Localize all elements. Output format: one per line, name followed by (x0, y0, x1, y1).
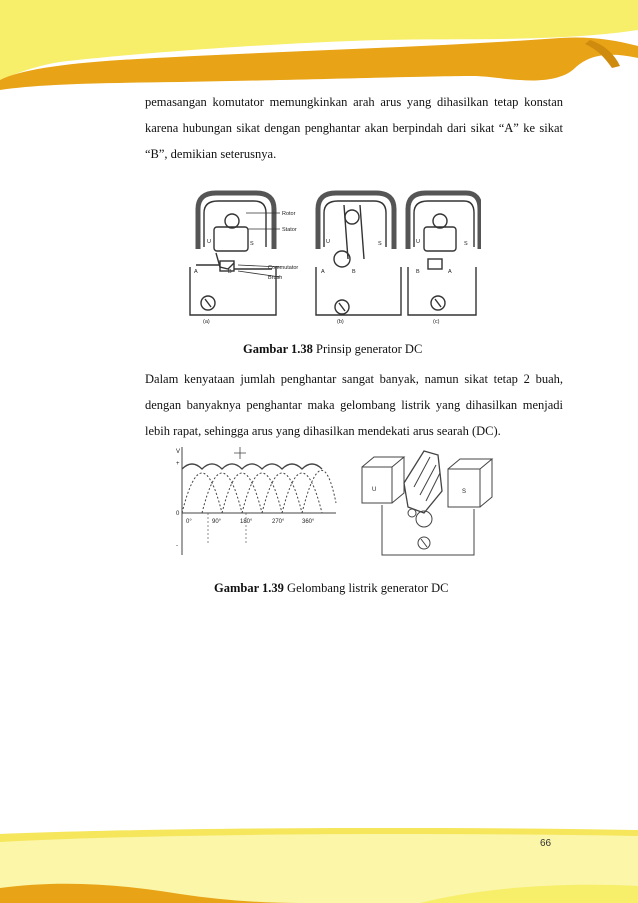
label-minus: - (176, 543, 178, 549)
label-commutator: Commutator (268, 265, 299, 271)
label-pole-u: U (372, 487, 377, 493)
tick-180: 180° (240, 519, 253, 525)
figure-1-39-caption (214, 581, 448, 596)
label-stator: Stator (282, 227, 297, 233)
tick-90: 90° (212, 519, 222, 525)
label-s-a: S (250, 241, 254, 247)
label-sub-a: (a) (203, 319, 210, 325)
caption-text: Gelombang listrik generator DC (287, 581, 449, 595)
label-brush-c-b: B (416, 269, 420, 275)
label-v: V (176, 449, 181, 455)
label-brush-b: B (228, 269, 232, 275)
label-brush: Brush (268, 275, 283, 281)
label-u-a: U (207, 239, 211, 245)
page-number: 66 (540, 838, 552, 849)
label-u-c: U (416, 239, 420, 245)
figure-1-38-caption (243, 342, 422, 357)
paragraph-commutator: pemasangan komutator memungkinkan arah arus yang dihasilkan tetap konstan karena hubungan sikat dengan penghantar akan berpindah dari sikat “A” ke sikat “B”, demikian seterusnya. (145, 95, 563, 161)
label-brush-b-a: A (321, 269, 325, 275)
tick-0: 0° (186, 519, 192, 525)
label-zero: 0 (176, 511, 180, 517)
tick-360: 360° (302, 519, 315, 525)
label-sub-b: (b) (337, 319, 344, 325)
caption-label: Gambar 1.39 (214, 581, 284, 595)
caption-label: Gambar 1.38 (243, 342, 313, 356)
label-rotor: Rotor (282, 211, 296, 217)
label-brush-b-b: B (352, 269, 356, 275)
label-s-c: S (464, 241, 468, 247)
caption-text: Prinsip generator DC (316, 342, 423, 356)
label-u-b: U (326, 239, 330, 245)
label-pole-s: S (462, 489, 467, 495)
paragraph-conductors: Dalam kenyataan jumlah penghantar sangat banyak, namun sikat tetap 2 buah, dengan banyaknya penghantar maka gelombang listrik yang dihasilkan menjadi lebih rapat, sehingga arus yang dihasilkan mendekati arus searah (DC). (145, 372, 563, 438)
label-brush-a: A (194, 269, 198, 275)
label-sub-c: (c) (433, 319, 440, 325)
tick-270: 270° (272, 519, 285, 525)
label-brush-c-a: A (448, 269, 452, 275)
label-plus: + (176, 461, 180, 467)
figure-dc-generator-waveform (168, 443, 508, 563)
header-decoration (0, 0, 638, 90)
label-s-b: S (378, 241, 382, 247)
figure-dc-generator-principle (176, 187, 481, 327)
